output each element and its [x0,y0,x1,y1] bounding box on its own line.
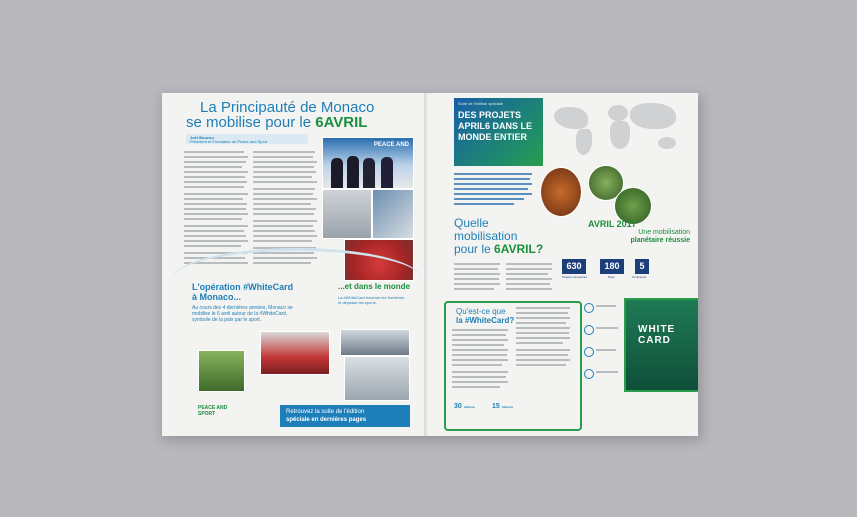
circle-photo-1 [540,167,582,217]
stat-countries: 180 [600,259,624,274]
header-block [454,98,543,166]
monaco-officials-photo [322,137,414,189]
stat-continents: 5 [635,259,649,274]
world-map [546,97,686,161]
sports-hall-photo [344,356,410,401]
steps-column [584,303,620,423]
whitecard-text [452,329,510,409]
counter-1: 30 millions [454,403,476,410]
intro-text [454,173,534,213]
stat-countries-label: Pays [608,275,615,279]
mobilisation-question: Quelle mobilisation pour le 6AVRIL? [454,216,544,256]
step-2-icon [584,325,594,335]
title-badge: 6AVRIL [315,114,368,131]
author-name: Joël Bouzou [190,135,214,140]
counter-2: 15 millions [492,403,514,410]
whitecard-question: Qu'est-ce que la #WhiteCard? [456,307,515,325]
whitecard-info-box [444,301,582,431]
stat-projects: 630 [562,259,586,274]
stat-projects-label: Projets enregistrés [562,275,588,279]
header-kicker: Suite de l'édition spéciale [458,101,504,106]
mobilisation-text [454,263,554,303]
operation-text: Au cours des 4 dernières années, Monaco se mobilise le 6 avril autour de la #WhiteCard, symbole de la paix par le sport. [192,305,293,323]
logo-text: PEACE AND SPORT [198,405,228,417]
whitecard-poster-text: WHITE CARD [638,324,676,346]
step-3-icon [584,347,594,357]
question-badge: 6AVRIL? [494,242,544,256]
world-text: La #WhiteCard traverse les frontières et dépasse les sports. [338,295,405,305]
left-page-title-1: La Principauté de Monaco [200,99,375,116]
author-box [186,134,308,144]
left-page-title-2: se mobilise pour le 6AVRIL [186,114,368,131]
building-photo [322,189,372,239]
group-photo [260,331,330,375]
photo-banner-text: PEACE AND [373,142,409,148]
right-page [428,93,698,436]
continuation-banner: Retrouvez la suite de l'édition spéciale en dernières pages [280,405,410,427]
april-subtitle: Une mobilisation planétaire réussie [630,229,690,244]
stat-continents-label: Continents [632,275,647,279]
whitecard-poster [624,298,698,392]
step-4-icon [584,369,594,379]
operation-title: L'opération #WhiteCard à Monaco... [192,282,294,302]
left-page [162,93,427,436]
kids-photo [340,329,410,356]
world-title: ...et dans le monde [338,282,411,291]
peace-and-sport-logo [198,405,234,429]
step-1-icon [584,303,594,313]
header-title: DES PROJETS APRIL6 DANS LE MONDE ENTIER [458,110,533,142]
team-photo [198,350,245,392]
author-caption: Président et Fondateur de Peace and Sport [190,139,268,144]
event-photo [372,189,414,239]
whitecard-text-2 [516,307,572,395]
april-title: AVRIL 2017 [588,219,637,229]
